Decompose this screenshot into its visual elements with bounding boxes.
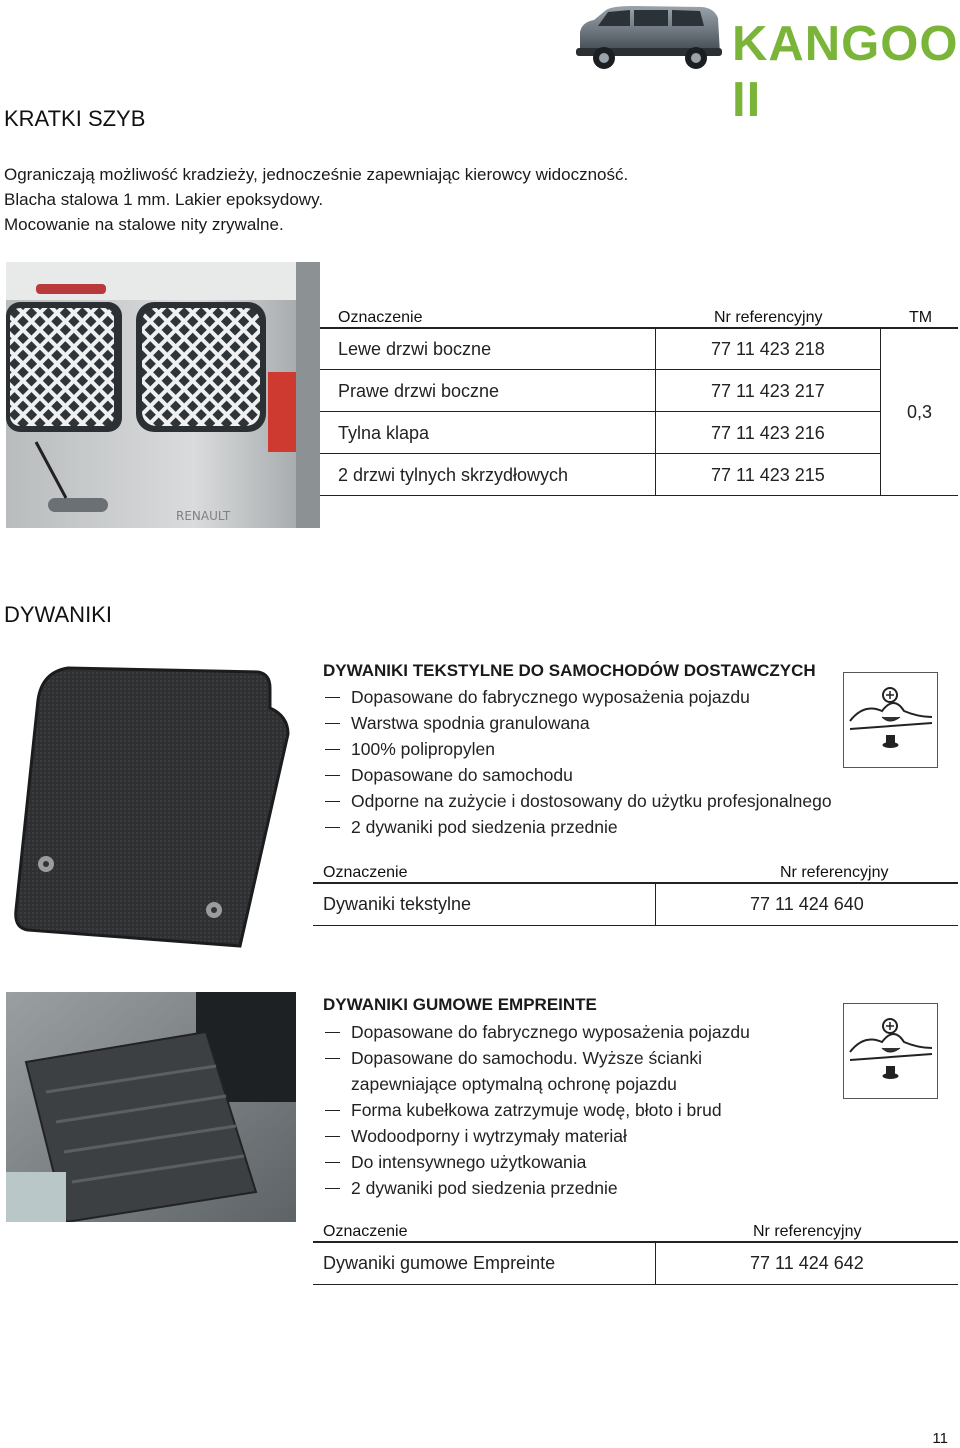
rubber-feature-list (323, 1019, 750, 1201)
table-cell: 77 11 423 216 (711, 423, 825, 443)
section-description (4, 162, 628, 237)
table-cell: 77 11 423 215 (711, 465, 825, 485)
col-header-ref: Nr referencyjny (780, 864, 889, 881)
table-rule (320, 453, 881, 454)
kangoo-van-image (572, 4, 724, 70)
section-title-mats: DYWANIKI (4, 602, 112, 627)
col-header-designation: Oznaczenie (323, 1223, 408, 1240)
table-rule (313, 882, 958, 884)
table-rule (313, 1284, 958, 1285)
feature-item: 2 dywaniki pod siedzenia przednie (323, 1175, 750, 1201)
textile-subtitle: DYWANIKI TEKSTYLNE DO SAMOCHODÓW DOSTAWCZYCH (323, 661, 816, 680)
table-cell: Dywaniki gumowe Empreinte (323, 1253, 556, 1273)
feature-item: Wodoodporny i wytrzymały materiał (323, 1123, 750, 1149)
feature-item-continued: zapewniające optymalną ochronę pojazdu (351, 1074, 677, 1094)
textile-feature-list (323, 684, 832, 840)
feature-item: Dopasowane do fabrycznego wyposażenia pojazdu (323, 684, 832, 710)
table-rule (320, 369, 881, 370)
description-line: Blacha stalowa 1 mm. Lakier epoksydowy. (4, 190, 324, 209)
table-divider (655, 328, 656, 495)
table-divider (880, 328, 881, 495)
feature-item: Odporne na zużycie i dostosowany do użytku profesjonalnego (323, 788, 832, 814)
table-rule (313, 1241, 958, 1243)
table-rule (320, 411, 881, 412)
table-cell: Tylna klapa (338, 423, 430, 443)
svg-text:RENAULT: RENAULT (176, 509, 231, 523)
feature-item: Dopasowane do samochodu (323, 762, 832, 788)
feature-item: Forma kubełkowa zatrzymuje wodę, błoto i brud (323, 1097, 750, 1123)
table-cell: Prawe drzwi boczne (338, 381, 500, 401)
feature-item: 2 dywaniki pod siedzenia przednie (323, 814, 832, 840)
section-title-windows: KRATKI SZYB (4, 106, 146, 131)
tm-value: 0,3 (907, 402, 933, 422)
mat-clip-fixing-icon (843, 672, 938, 768)
table-cell: Lewe drzwi boczne (338, 339, 492, 359)
brand-title: KANGOO II (732, 17, 959, 127)
description-line: Ograniczają możliwość kradzieży, jednocześnie zapewniając kierowcy widoczność. (4, 165, 629, 184)
col-header-designation: Oznaczenie (323, 864, 408, 881)
table-rule (320, 327, 958, 329)
table-cell: 77 11 423 218 (711, 339, 825, 359)
table-rule (320, 495, 958, 496)
feature-item: 100% polipropylen (323, 736, 832, 762)
mat-clip-fixing-icon (843, 1003, 938, 1099)
table-rule (313, 925, 958, 926)
feature-item: Dopasowane do samochodu. Wyższe ścianki (323, 1045, 750, 1071)
rubber-subtitle: DYWANIKI GUMOWE EMPREINTE (323, 995, 597, 1014)
table-divider (655, 1242, 656, 1284)
feature-item: Dopasowane do fabrycznego wyposażenia pojazdu (323, 1019, 750, 1045)
col-header-designation: Oznaczenie (338, 309, 423, 326)
table-cell: 77 11 423 217 (711, 381, 825, 401)
rear-window-grille-photo (6, 262, 320, 528)
col-header-ref: Nr referencyjny (714, 309, 823, 326)
table-cell: 77 11 424 640 (750, 894, 864, 914)
col-header-ref: Nr referencyjny (753, 1223, 862, 1240)
feature-item: Warstwa spodnia granulowana (323, 710, 832, 736)
table-cell: Dywaniki tekstylne (323, 894, 472, 914)
description-line: Mocowanie na stalowe nity zrywalne. (4, 215, 284, 234)
table-divider (655, 883, 656, 925)
table-cell: 77 11 424 642 (750, 1253, 864, 1273)
table-cell: 2 drzwi tylnych skrzydłowych (338, 465, 569, 485)
textile-mat-photo (8, 660, 296, 958)
rubber-mat-photo (6, 992, 296, 1222)
col-header-tm: TM (909, 309, 933, 326)
feature-item: Do intensywnego użytkowania (323, 1149, 750, 1175)
page-number: 11 (932, 1430, 948, 1447)
